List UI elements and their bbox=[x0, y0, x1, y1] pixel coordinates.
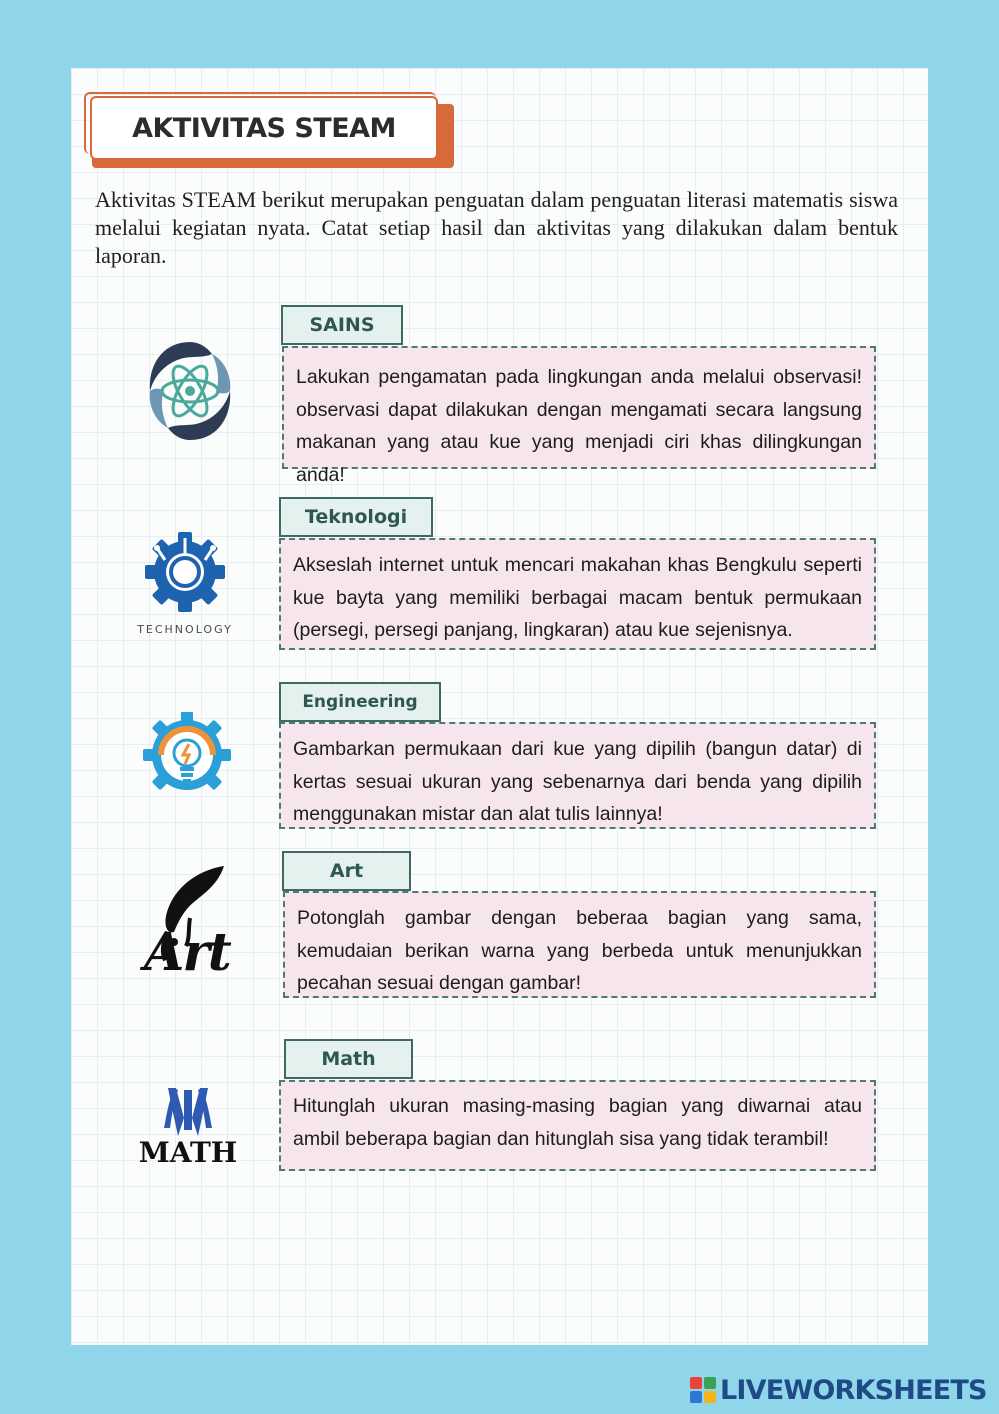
art-logo-text: Art bbox=[144, 922, 230, 983]
footer-brand bbox=[690, 1374, 987, 1406]
gear-lightbulb-icon bbox=[140, 712, 234, 802]
math-logo-text: MATH bbox=[138, 1136, 238, 1169]
footer-brand-text: LIVEWORKSHEETS bbox=[720, 1374, 987, 1406]
teknologi-instruction-box: Akseslah internet untuk mencari makahan khas Bengkulu seperti kue bayta yang memiliki berbagai macam bentuk permukaan (persegi, persegi panjang, lingkaran) atau kue sejenisnya. bbox=[279, 538, 876, 650]
technology-gear-icon bbox=[130, 528, 240, 634]
title-banner bbox=[84, 92, 456, 170]
tag-teknologi: Teknologi bbox=[279, 497, 433, 537]
liveworksheets-logo-icon bbox=[690, 1377, 716, 1403]
atom-icon bbox=[140, 336, 240, 446]
tag-math: Math bbox=[284, 1039, 413, 1079]
art-ink-logo bbox=[138, 862, 234, 986]
math-logo bbox=[138, 1084, 238, 1174]
intro-paragraph: Aktivitas STEAM berikut merupakan penguatan dalam penguatan literasi matematis siswa melalui kegiatan nyata. Catat setiap hasil dan aktivitas yang dilakukan dalam bentuk laporan. bbox=[95, 187, 898, 268]
math-instruction-box: Hitunglah ukuran masing-masing bagian yang diwarnai atau ambil beberapa bagian dan hitunglah sisa yang tidak terambil! bbox=[279, 1080, 876, 1171]
engineering-instruction-box: Gambarkan permukaan dari kue yang dipilih (bangun datar) di kertas sesuai ukuran yang sebenarnya dari benda yang dipilih menggunakan mistar dan alat tulis lainnya! bbox=[279, 722, 876, 829]
sains-instruction-box: Lakukan pengamatan pada lingkungan anda melalui observasi! observasi dapat dilakukan dengan mengamati secara langsung makanan yang atau kue yang menjadi ciri khas dilingkungan anda! bbox=[282, 346, 876, 469]
tag-sains: SAINS bbox=[281, 305, 403, 345]
technology-caption: TECHNOLOGY bbox=[137, 623, 233, 636]
tag-art: Art bbox=[282, 851, 411, 891]
tag-engineering: Engineering bbox=[279, 682, 441, 722]
page-title: AKTIVITAS STEAM bbox=[90, 96, 438, 160]
art-instruction-box: Potonglah gambar dengan beberaa bagian yang sama, kemudaian berikan warna yang berbeda untuk menunjukkan pecahan sesuai dengan gambar! bbox=[283, 891, 876, 998]
